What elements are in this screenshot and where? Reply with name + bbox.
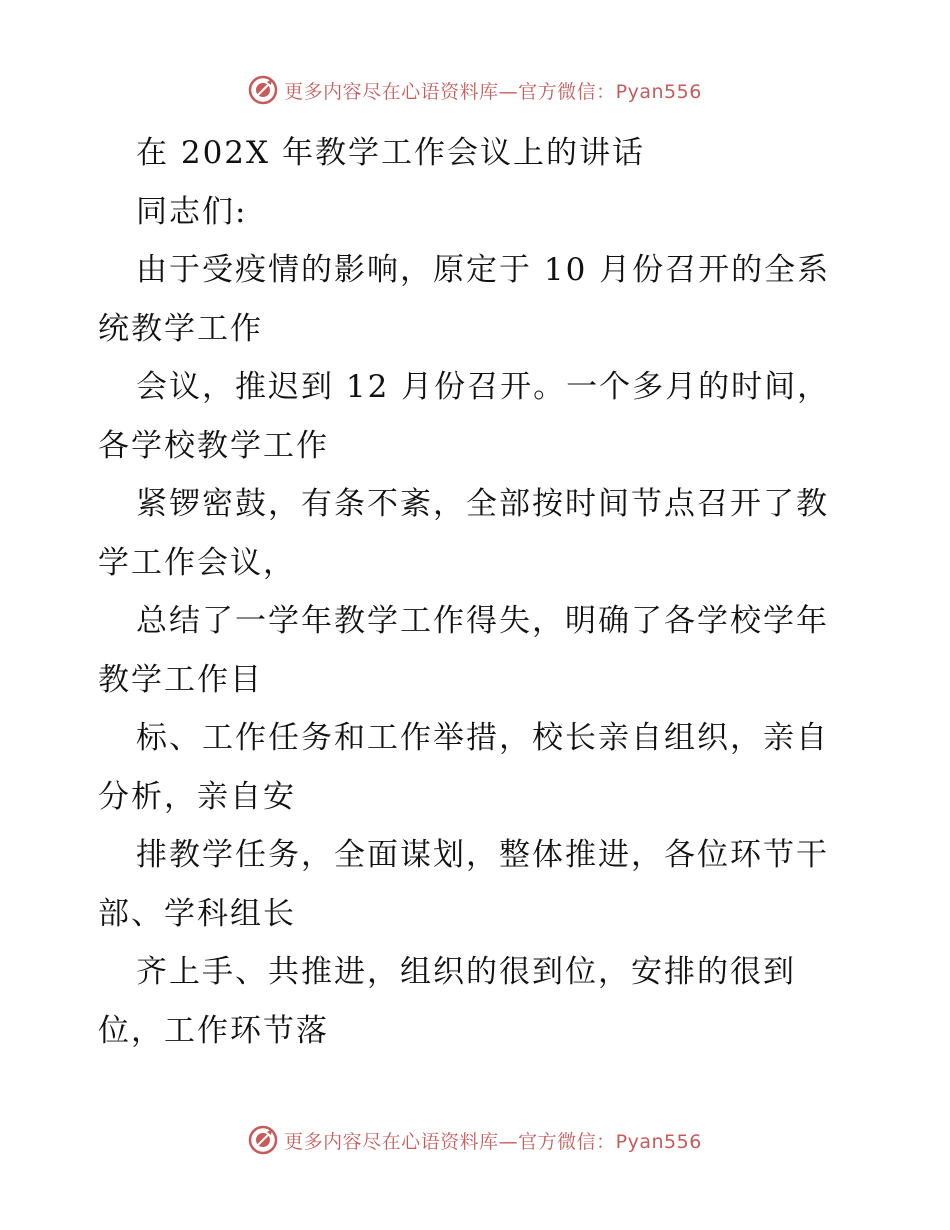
watermark-text: 更多内容尽在心语资料库—官方微信：Pyan556 — [284, 80, 702, 103]
salutation: 同志们: — [136, 193, 248, 230]
text-line: 教学工作目 — [98, 661, 263, 698]
text-line: 排教学任务，全面谋划，整体推进，各位环节干 — [136, 837, 829, 873]
text-line: 紧锣密鼓，有条不紊，全部按时间节点召开了教 — [136, 486, 829, 522]
text-line: 齐上手、共推进，组织的很到位，安排的很到 — [136, 954, 796, 990]
text-line: 由于受疫情的影响，原定于 10 月份召开的全系 — [136, 252, 831, 288]
text-line: 分析，亲自安 — [98, 778, 296, 815]
text-line: 部、学科组长 — [98, 895, 296, 932]
text-line: 会议，推迟到 12 月份召开。一个多月的时间， — [136, 369, 831, 405]
text-line: 总结了一学年教学工作得失，明确了各学校学年 — [136, 603, 829, 639]
text-line: 各学校教学工作 — [98, 427, 329, 464]
text-line: 统教学工作 — [98, 310, 263, 347]
seal-logo-icon — [248, 1125, 278, 1155]
text-line: 标、工作任务和工作举措，校长亲自组织，亲自 — [136, 720, 829, 756]
text-line: 学工作会议， — [98, 544, 296, 581]
document-body — [98, 124, 888, 1060]
text-line: 位，工作环节落 — [98, 1012, 329, 1049]
watermark-text: 更多内容尽在心语资料库—官方微信：Pyan556 — [284, 1130, 702, 1153]
header-watermark — [0, 70, 950, 110]
footer-watermark — [0, 1120, 950, 1160]
seal-logo-icon — [248, 75, 278, 105]
document-title: 在 202X 年教学工作会议上的讲话 — [136, 135, 645, 171]
